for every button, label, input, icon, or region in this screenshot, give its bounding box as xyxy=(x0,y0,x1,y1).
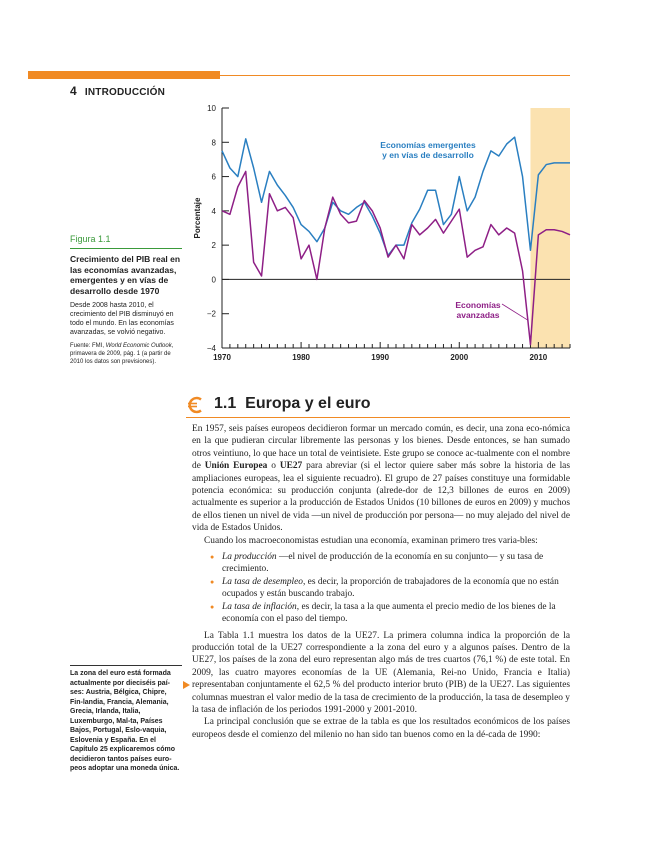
forecast-shaded-region xyxy=(530,108,570,348)
p1-text-d: para abreviar (si el lector quiere saber más sobre la historia de las ampliaciones europeas, lea el siguiente recuadro). El grupo de 27 países constituye una formidable potencia económica: su producción conjunta (alrede-dor de 12,3 billones de euros en 2009) actualmente es superior a la producción de Estados Unidos (10 billones de euros en 2009) y muchos de ellos tienen un nivel de vida —un nivel de producción por persona— no muy alejado del nivel de vida de Estados Unidos. xyxy=(192,461,570,534)
section-number: 1.1 xyxy=(214,395,237,412)
paragraph-3: La Tabla 1.1 muestra los datos de la UE27. La primera columna indica la proporción de la producción total de la UE27 correspondiente a la zona del euro y a algunos países. Dentro de la UE27, los países de la zona del euro representan algo más de tres cuartos (76,1 %) de este total. En 2009, las cuatro mayores economías de la UE (Alemania, Rei-no Unido, Francia e Italia) representaban conjuntamente el 62,5 % del producto interior bruto (PIB) de la UE27. Las siguientes columnas muestran el valor medio de la tasa de crecimiento de la producción, la tasa de desempleo y la tasa de inflación de los periodos 1991-2000 y 2001-2010. xyxy=(192,630,570,715)
term-ue27: UE27 xyxy=(279,461,303,472)
figure-label: Figura 1.1 xyxy=(70,234,111,244)
y-tick-label: 8 xyxy=(211,138,216,148)
list-term: La tasa de desempleo xyxy=(222,576,303,587)
x-tick-label: 2000 xyxy=(450,353,469,362)
margin-note-rule xyxy=(70,665,182,666)
section-rule xyxy=(186,417,570,418)
figure-description: Desde 2008 hasta 2010, el crecimiento del PIB disminuyó en todo el mundo. En las economías avanzadas, se volvió negativo. xyxy=(70,302,174,336)
figure-caption-rule xyxy=(70,248,182,249)
y-tick-label: −4 xyxy=(206,344,216,353)
list-text: , es decir, la tasa a la que aumenta el precio medio de los bienes de la economía con el paso del tiempo. xyxy=(222,601,556,625)
x-tick-label: 1990 xyxy=(371,353,390,362)
variables-list xyxy=(192,551,570,625)
y-tick-label: 2 xyxy=(211,241,216,251)
chapter-name: INTRODUCCIÓN xyxy=(84,87,166,98)
list-term: La tasa de inflación xyxy=(222,601,297,612)
euro-symbol-icon xyxy=(186,396,206,414)
x-tick-label: 1970 xyxy=(213,353,231,362)
advanced-series-label xyxy=(455,300,501,320)
header-rule xyxy=(220,75,570,76)
list-item xyxy=(222,551,570,576)
advanced-label-leader xyxy=(502,304,528,321)
emerging-label-line: y en vías de desarrollo xyxy=(382,150,474,160)
margin-note-text: La zona del euro está formada actualmente por dieciséis paí-ses: Austria, Bélgica, Chipre, Fin-landia, Francia, Alemania, Grecia, Irlanda, Italia, Luxemburgo, Mal-ta, Países Bajos, Portugal, Eslo-vaquia, Eslovenia y España. En el Capítulo 25 explicaremos cómo decidieron tantos países euro-peos adoptar una moneda única. xyxy=(70,670,180,772)
page-number: 4 xyxy=(70,84,77,98)
running-header xyxy=(70,84,165,98)
paragraph-1 xyxy=(192,423,570,535)
y-axis-label: Porcentaje xyxy=(193,197,202,239)
advanced-label-line: Economías xyxy=(455,300,501,310)
emerging-series-label xyxy=(380,140,476,160)
source-title: World Economic Outlook xyxy=(105,343,172,349)
source-suffix: , primavera de 2009, pág. 1 (a partir de 2010 los datos son previsiones). xyxy=(70,343,174,365)
section-title-text: Europa y el euro xyxy=(245,395,371,412)
source-prefix: Fuente: FMI, xyxy=(70,343,106,349)
header-accent-bar xyxy=(28,71,220,79)
list-item xyxy=(222,601,570,626)
gdp-growth-chart xyxy=(180,100,575,375)
advanced-economies-line xyxy=(222,171,570,344)
x-tick-label: 2010 xyxy=(529,353,548,362)
list-item xyxy=(222,576,570,601)
emerging-label-line: Economías emergentes xyxy=(380,140,476,150)
margin-note-arrow-icon xyxy=(183,681,190,689)
p1-text-c: o xyxy=(267,461,280,472)
figure-title: Crecimiento del PIB real en las economías avanzadas, emergentes y en vías de desarrollo desde 1970 xyxy=(70,254,181,296)
y-tick-label: 10 xyxy=(207,104,216,113)
y-tick-label: 6 xyxy=(211,172,216,182)
y-tick-label: 4 xyxy=(211,206,216,216)
term-union-europea: Unión Europea xyxy=(204,461,268,472)
y-tick-label: −2 xyxy=(206,309,216,319)
paragraph-4: La principal conclusión que se extrae de la tabla es que los resultados económicos de los países europeos desde el comienzo del milenio no han sido tan buenos como en la dé-cada de 1990: xyxy=(192,717,570,740)
list-term: La producción xyxy=(222,552,277,563)
figure-caption xyxy=(70,234,182,366)
section-title xyxy=(214,395,371,413)
figure-source xyxy=(70,342,182,366)
p1-text-a: En 1957, seis países europeos decidieron formar un mercado común, es decir, una zona eco-nómica en la que pudieran circular libremente las personas y los bienes. Desde entonces, se han sumado otros veintiuno, lo que hace un total de veintisiete. Este grupo se conoce ac-tualmente con el nombre de xyxy=(192,424,570,472)
y-tick-label: 0 xyxy=(211,275,216,285)
paragraph-2: Cuando los macroeconomistas estudian una economía, examinan primero tres varia-bles: xyxy=(204,535,538,546)
list-text: —el nivel de producción de la economía en su conjunto— y su tasa de crecimiento. xyxy=(222,552,544,575)
x-tick-label: 1980 xyxy=(292,353,310,362)
body-text xyxy=(192,423,570,741)
margin-note xyxy=(70,665,180,774)
list-text: , es decir, la proporción de trabajadores de la economía que no están ocupados y están buscando trabajo. xyxy=(222,576,559,600)
advanced-label-line: avanzadas xyxy=(456,310,500,320)
